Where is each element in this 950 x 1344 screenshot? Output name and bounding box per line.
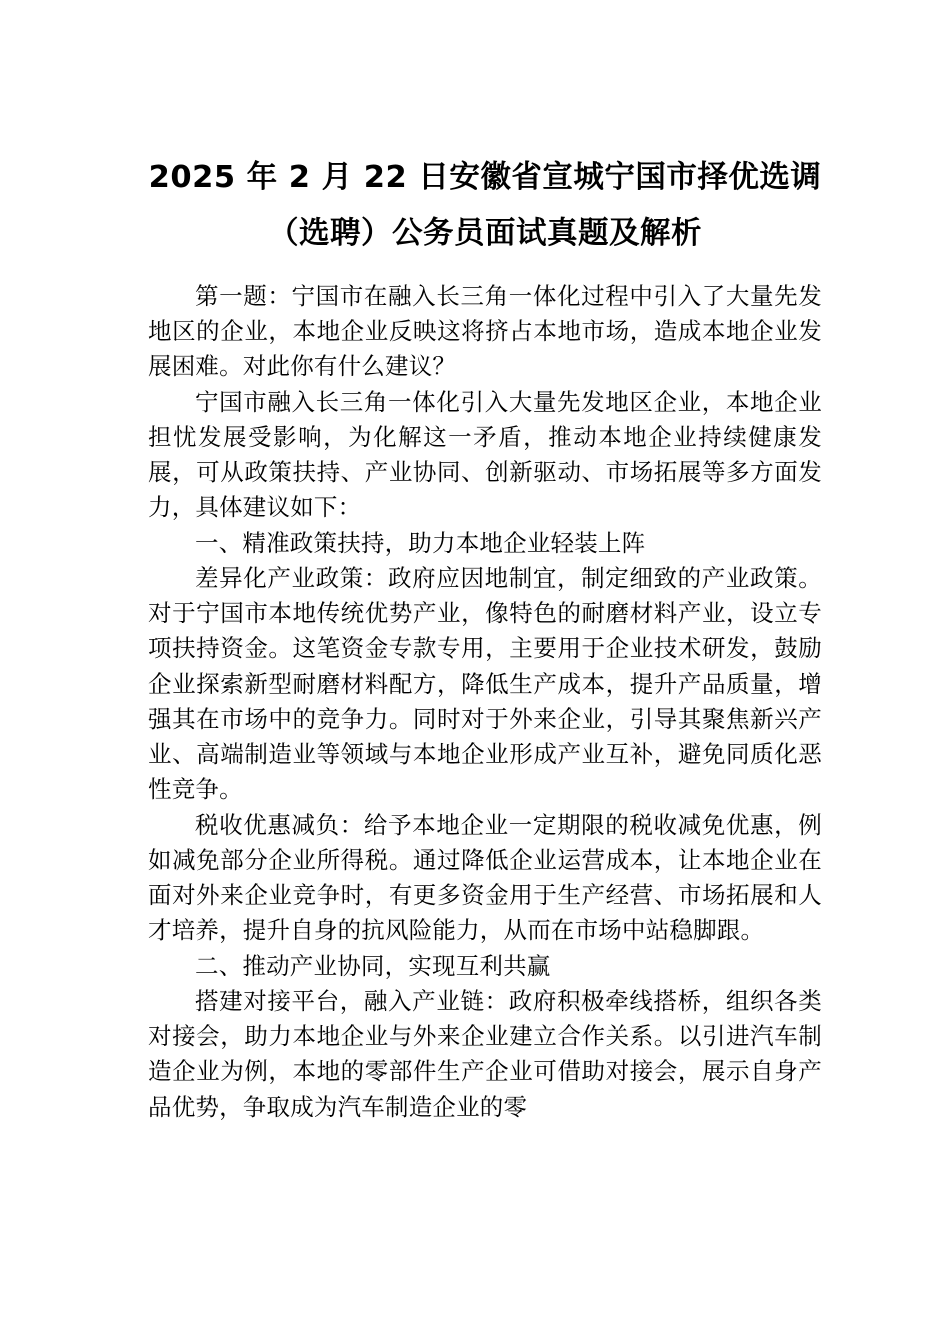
paragraph: 宁国市融入长三角一体化引入大量先发地区企业，本地企业担忧发展受影响，为化解这一矛盾，推动本地企业持续健康发展，可从政策扶持、产业协同、创新驱动、市场拓展等多方面发力，具体建议如下： — [148, 387, 822, 522]
paragraph: 税收优惠减负：给予本地企业一定期限的税收减免优惠，例如减免部分企业所得税。通过降低企业运营成本，让本地企业在面对外来企业竞争时，有更多资金用于生产经营、市场拓展和人才培养，提升自身的抗风险能力，从而在市场中站稳脚跟。 — [148, 810, 822, 945]
paragraph: 一、精准政策扶持，助力本地企业轻装上阵 — [195, 528, 646, 557]
paragraph: 搭建对接平台，融入产业链：政府积极牵线搭桥，组织各类对接会，助力本地企业与外来企业建立合作关系。以引进汽车制造企业为例，本地的零部件生产企业可借助对接会，展示自身产品优势，争取成为汽车制造企业的零 — [148, 986, 822, 1121]
paragraph: 二、推动产业协同，实现互利共赢 — [195, 951, 551, 980]
document-body — [148, 279, 822, 1125]
paragraph: 差异化产业政策：政府应因地制宜，制定细致的产业政策。对于宁国市本地传统优势产业，像特色的耐磨材料产业，设立专项扶持资金。这笔资金专款专用，主要用于企业技术研发，鼓励企业探索新型耐磨材料配方，降低生产成本，提升产品质量，增强其在市场中的竞争力。同时对于外来企业，引导其聚焦新兴产业、高端制造业等领域与本地企业形成产业互补，避免同质化恶性竞争。 — [148, 563, 822, 804]
page-title: 2025 年 2 月 22 日安徽省宣城宁国市择优选调（选聘）公务员面试真题及解析 — [148, 160, 822, 252]
paragraph: 第一题：宁国市在融入长三角一体化过程中引入了大量先发地区的企业，本地企业反映这将挤占本地市场，造成本地企业发展困难。对此你有什么建议？ — [148, 281, 822, 381]
